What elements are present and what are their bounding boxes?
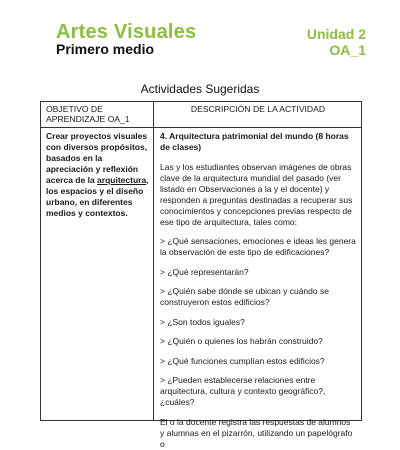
closing-text: El o la docente registra las respuestas de alumnos y alumnas en el pizarrón, utilizando un papelógrafo o [160, 416, 353, 449]
table-row [41, 128, 362, 421]
objective-text: Crear proyectos visuales con diversos propósitos, basados en la apreciación y reflexión acerca de la arquitectura, los espacios y el diseño urbano, en diferentes medios y contextos. [46, 131, 149, 218]
oa-label: OA_1 [329, 42, 366, 58]
question-item: > ¿Qué representarán? [160, 266, 249, 277]
document-title: Artes Visuales [56, 21, 197, 43]
description-cell [154, 128, 362, 449]
activity-description [154, 128, 361, 450]
table-header-row [41, 102, 362, 128]
question-item: > ¿Son todos iguales? [160, 316, 245, 327]
question-item: > ¿Quién o quienes los habrán construido? [160, 336, 323, 346]
document-header [0, 0, 400, 62]
question-item: > ¿Qué sensaciones, emociones e ideas les genera la observación de este tipo de edificaciones? [160, 236, 356, 257]
activities-table [40, 101, 362, 449]
question-item: > ¿Pueden establecerse relaciones entre arquitectura, cultura y contexto geográfico?, ¿cuáles? [160, 375, 326, 407]
objective-cell [41, 128, 154, 421]
activity-intro: Las y los estudiantes observan imágenes de obras clave de la arquitectura mundial del pasado (ver listado en Observaciones a la y el docente) y responden a preguntas destinadas a recuperar sus conocimientos y concepciones previas respecto de ese tipo de arquitectura, tales como: [160, 161, 353, 227]
arquitectura-link[interactable]: arquitectura [97, 175, 147, 185]
description-column-header: DESCRIPCIÓN DE LA ACTIVIDAD [154, 102, 362, 128]
objective-column-header: OBJETIVO DE APRENDIZAJE OA_1 [41, 102, 154, 128]
question-item: > ¿Qué funciones cumplían estos edificios? [160, 355, 325, 366]
section-heading: Actividades Sugeridas [140, 82, 260, 96]
unit-label: Unidad 2 [306, 26, 366, 42]
document-subtitle: Primero medio [56, 41, 155, 57]
question-item: > ¿Quién sabe dónde se ubican y cuándo se construyeron estos edificios? [160, 286, 329, 307]
activity-title: 4. Arquitectura patrimonial del mundo (8 horas de clases) [160, 131, 349, 152]
